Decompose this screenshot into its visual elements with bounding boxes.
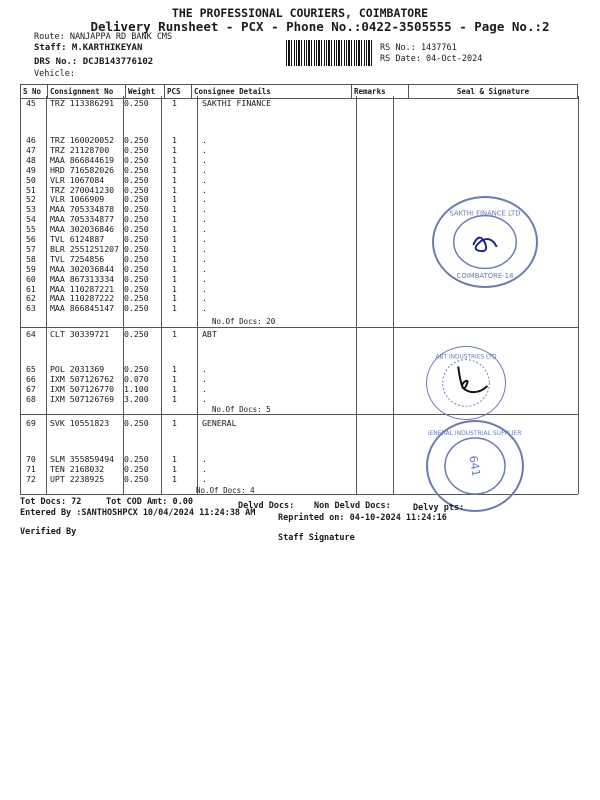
col-remarks: Remarks: [352, 85, 409, 99]
row-pcs: 1: [172, 234, 177, 244]
row-weight: 0.250: [124, 98, 149, 108]
row-sno: 48: [26, 154, 36, 165]
col-sno: S No: [21, 85, 48, 99]
document-subtitle: Delivery Runsheet - PCX - Phone No.:0422-3505555 - Page No.:2: [90, 19, 550, 34]
table-border: [578, 96, 579, 494]
row-sno: 51: [26, 184, 36, 195]
row-consignment: MAA 867313334: [50, 273, 115, 284]
row-pcs: 1: [172, 364, 177, 374]
row-consignment: MAA 302036846: [50, 224, 115, 235]
row-consignment: IXM 507126769: [50, 393, 115, 404]
row-weight: 0.250: [124, 174, 149, 185]
row-weight: 0.250: [124, 154, 149, 165]
row-mark: .: [202, 463, 207, 474]
row-mark: .: [202, 393, 207, 404]
row-pcs: 1: [172, 273, 177, 284]
row-sno: 66: [26, 373, 36, 384]
row-consignment: IXM 507126770: [50, 383, 115, 394]
row-sno: 56: [26, 234, 36, 244]
row-mark: .: [202, 283, 207, 294]
row-mark: .: [202, 273, 207, 284]
row-pcs: 1: [172, 164, 177, 175]
row-sno: 63: [26, 303, 36, 314]
abt-stamp: [426, 346, 506, 420]
row-weight: 0.250: [124, 224, 149, 235]
row-pcs: 1: [172, 135, 177, 145]
row-consignment: MAA 302036844: [50, 263, 115, 274]
reprinted-on: Reprinted on: 04-10-2024 11:24:16: [278, 513, 447, 523]
row-sno: 69: [26, 418, 36, 428]
row-weight: 0.250: [124, 243, 149, 254]
row-weight: 0.250: [124, 303, 149, 314]
rs-number: RS No.: 1437761: [380, 43, 457, 53]
drs-number: DRS No.: DCJB143776102: [34, 57, 154, 67]
row-mark: .: [202, 184, 207, 195]
consignee-name: GENERAL: [202, 418, 237, 428]
consignee-name: SAKTHI FINANCE: [202, 98, 272, 108]
row-weight: 0.250: [124, 454, 149, 464]
row-pcs: 1: [172, 418, 177, 428]
row-pcs: 1: [172, 463, 177, 474]
row-consignment: MAA 866844619: [50, 154, 115, 165]
row-pcs: 1: [172, 194, 177, 205]
row-mark: .: [202, 174, 207, 185]
row-consignment: TRZ 270041230: [50, 184, 115, 195]
col-consignee: Consignee Details: [192, 85, 352, 99]
row-mark: .: [202, 154, 207, 165]
row-weight: 3.200: [124, 393, 149, 404]
row-pcs: 1: [172, 393, 177, 404]
row-pcs: 1: [172, 184, 177, 195]
row-pcs: 1: [172, 373, 177, 384]
row-consignment: TRZ 113386291: [50, 98, 115, 108]
docs-count: No.Of Docs: 5: [212, 405, 271, 414]
row-weight: 0.250: [124, 364, 149, 374]
row-mark: .: [202, 224, 207, 235]
row-weight: 0.250: [124, 204, 149, 215]
row-pcs: 1: [172, 204, 177, 215]
row-pcs: 1: [172, 144, 177, 155]
row-sno: 53: [26, 204, 36, 215]
row-consignment: TVL 7254856: [50, 253, 105, 264]
row-consignment: TRZ 21128700: [50, 144, 110, 155]
row-consignment: CLT 30339721: [50, 329, 110, 339]
non-delivered-docs: Non Delvd Docs:: [314, 501, 391, 511]
row-sno: 68: [26, 393, 36, 404]
row-mark: .: [202, 253, 207, 264]
group-divider: [20, 327, 578, 328]
row-weight: 0.250: [124, 463, 149, 474]
row-mark: .: [202, 383, 207, 394]
row-pcs: 1: [172, 253, 177, 264]
row-weight: 0.250: [124, 293, 149, 304]
row-weight: 0.250: [124, 234, 149, 244]
total-cod: Tot COD Amt: 0.00: [106, 497, 193, 507]
vehicle-text: Vehicle:: [34, 69, 75, 79]
row-consignment: TVL 6124887: [50, 234, 105, 244]
row-weight: 0.250: [124, 418, 149, 428]
row-pcs: 1: [172, 174, 177, 185]
row-weight: 0.250: [124, 253, 149, 264]
row-mark: .: [202, 454, 207, 464]
col-pcs: PCS: [165, 85, 192, 99]
row-sno: 72: [26, 473, 36, 484]
stamp-text: GENERAL INDUSTRIAL SUPPLIERS: [428, 430, 522, 437]
row-mark: .: [202, 164, 207, 175]
row-sno: 50: [26, 174, 36, 185]
row-sno: 71: [26, 463, 36, 474]
row-pcs: 1: [172, 303, 177, 314]
row-mark: .: [202, 473, 207, 484]
row-sno: 59: [26, 263, 36, 274]
delivery-points: Delvy pts:: [413, 503, 465, 513]
table-border: [393, 96, 394, 494]
entered-by: Entered By :SANTHOSHPCX 10/04/2024 11:24:38 AM: [20, 508, 256, 518]
row-sno: 46: [26, 135, 36, 145]
row-pcs: 1: [172, 263, 177, 274]
total-docs: Tot Docs: 72: [20, 497, 82, 507]
row-mark: .: [202, 234, 207, 244]
runsheet-table-header: [20, 84, 578, 99]
row-weight: 0.070: [124, 373, 149, 384]
row-sno: 57: [26, 243, 36, 254]
row-consignment: MAA 866845147: [50, 303, 115, 314]
row-pcs: 1: [172, 383, 177, 394]
row-sno: 61: [26, 283, 36, 294]
row-sno: 70: [26, 454, 36, 464]
row-weight: 0.250: [124, 164, 149, 175]
row-mark: .: [202, 214, 207, 225]
row-sno: 55: [26, 224, 36, 235]
row-weight: 0.250: [124, 273, 149, 284]
row-mark: .: [202, 243, 207, 254]
row-weight: 1.100: [124, 383, 149, 394]
row-consignment: BLR 2551251207: [50, 243, 120, 254]
table-border: [356, 96, 357, 494]
row-weight: 0.250: [124, 194, 149, 205]
row-consignment: VLR 1067084: [50, 174, 105, 185]
row-sno: 65: [26, 364, 36, 374]
docs-count: No.Of Docs: 4: [196, 486, 255, 495]
row-consignment: TRZ 160020052: [50, 135, 115, 145]
row-pcs: 1: [172, 329, 177, 339]
row-sno: 58: [26, 253, 36, 264]
barcode-image: [286, 40, 374, 66]
col-seal: Seal & Signature: [409, 85, 578, 99]
stamp-text: COIMBATORE-18: [456, 272, 514, 281]
row-mark: .: [202, 364, 207, 374]
row-mark: .: [202, 194, 207, 205]
row-pcs: 1: [172, 243, 177, 254]
row-pcs: 1: [172, 154, 177, 165]
svg-text:641: 641: [466, 454, 483, 478]
route-text: Route: NANJAPPA RD BANK CMS: [34, 32, 173, 42]
staff-text: Staff: M.KARTHIKEYAN: [34, 43, 143, 53]
row-consignment: MAA 110287222: [50, 293, 115, 304]
delivered-docs: Delvd Docs:: [238, 501, 295, 511]
row-sno: 67: [26, 383, 36, 394]
row-consignment: SVK 10551823: [50, 418, 110, 428]
row-consignment: MAA 705334878: [50, 204, 115, 215]
docs-count: No.Of Docs: 20: [212, 317, 276, 326]
row-pcs: 1: [172, 473, 177, 484]
row-consignment: IXM 507126762: [50, 373, 115, 384]
row-mark: .: [202, 373, 207, 384]
row-sno: 49: [26, 164, 36, 175]
row-sno: 45: [26, 98, 36, 108]
row-consignment: TEN 2168032: [50, 463, 105, 474]
verified-by: Verified By: [20, 527, 77, 537]
row-weight: 0.250: [124, 214, 149, 225]
row-sno: 62: [26, 293, 36, 304]
row-pcs: 1: [172, 224, 177, 235]
general-stamp: [426, 420, 524, 512]
row-pcs: 1: [172, 293, 177, 304]
col-weight: Weight: [126, 85, 165, 99]
row-weight: 0.250: [124, 135, 149, 145]
row-consignment: MAA 110287221: [50, 283, 115, 294]
row-weight: 0.250: [124, 283, 149, 294]
row-weight: 0.250: [124, 144, 149, 155]
document-title: THE PROFESSIONAL COURIERS, COIMBATORE: [171, 6, 429, 20]
row-pcs: 1: [172, 283, 177, 294]
rs-date: RS Date: 04-Oct-2024: [380, 54, 483, 64]
col-consignment: Consignment No: [48, 85, 126, 99]
row-consignment: POL 2031369: [50, 364, 105, 374]
table-border: [20, 96, 21, 494]
row-pcs: 1: [172, 454, 177, 464]
row-consignment: UPT 2238925: [50, 473, 105, 484]
row-sno: 47: [26, 144, 36, 155]
row-mark: .: [202, 263, 207, 274]
row-consignment: VLR 1066909: [50, 194, 105, 205]
row-consignment: SLM 355859494: [50, 454, 115, 464]
row-mark: .: [202, 144, 207, 155]
table-border: [161, 96, 162, 494]
row-mark: .: [202, 303, 207, 314]
row-mark: .: [202, 135, 207, 145]
row-consignment: HRD 716582026: [50, 164, 115, 175]
row-weight: 0.250: [124, 184, 149, 195]
row-sno: 52: [26, 194, 36, 205]
row-pcs: 1: [172, 214, 177, 225]
stamp-text: SAKTHI FINANCE LTD: [449, 209, 521, 218]
stamp-text: ABT INDUSTRIES LTD: [435, 354, 497, 361]
row-sno: 60: [26, 273, 36, 284]
table-border: [197, 96, 198, 494]
row-sno: 54: [26, 214, 36, 225]
sakthi-finance-stamp: [432, 196, 538, 288]
row-pcs: 1: [172, 98, 177, 108]
row-mark: .: [202, 293, 207, 304]
row-weight: 0.250: [124, 329, 149, 339]
consignee-name: ABT: [202, 329, 217, 339]
row-sno: 64: [26, 329, 36, 339]
table-border: [46, 96, 47, 494]
row-weight: 0.250: [124, 263, 149, 274]
row-mark: .: [202, 204, 207, 215]
staff-signature: Staff Signature: [278, 533, 355, 543]
row-consignment: MAA 705334877: [50, 214, 115, 225]
row-weight: 0.250: [124, 473, 149, 484]
